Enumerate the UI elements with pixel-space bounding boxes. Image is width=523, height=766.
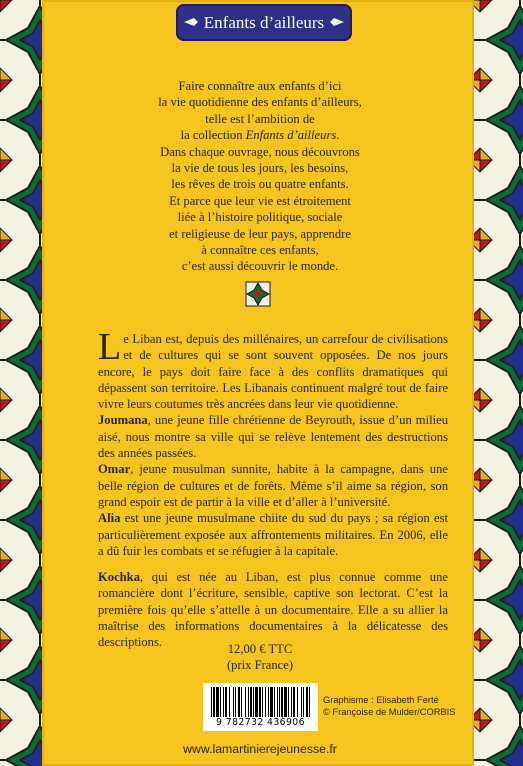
price-note: (prix France) (226, 658, 294, 672)
barcode-bar (211, 687, 212, 717)
description-paragraph (98, 326, 448, 412)
barcode-bar (233, 687, 234, 717)
barcode-bar (213, 687, 215, 717)
price-amount: 12,00 € TTC (227, 642, 293, 656)
author-name: Kochka (98, 570, 140, 585)
barcode-bar (297, 687, 298, 717)
barcode-bar (293, 687, 295, 717)
barcode-bar (250, 687, 252, 717)
paragraph-gap (98, 559, 448, 569)
intro-line-start: la collection Enfants d’ailleurs. (180, 128, 340, 143)
barcode-bar (301, 687, 302, 717)
isbn-barcode (203, 683, 318, 731)
barcode-bar (306, 687, 308, 717)
barcode-bar (303, 687, 304, 717)
barcode-bar (281, 687, 283, 717)
credit-graphisme: Graphisme : Elisabeth Ferté (323, 695, 439, 705)
barcode-bar (274, 687, 275, 717)
series-title-tab (176, 4, 352, 41)
intro-line: liée à l’histoire politique, sociale (177, 210, 343, 225)
paragraph-text: , une jeune fille chrétienne de Beyrouth, issue d’un milieu aisé, nous montre sa ville qui se relève lentement des destructions des années passées. (98, 413, 448, 461)
barcode-bar (279, 687, 280, 717)
intro-line: à connaître ces enfants, (201, 243, 319, 258)
credit-photo: © Françoise de Mulder/CORBIS (323, 707, 456, 717)
barcode-bar (268, 687, 269, 717)
description-paragraph (98, 510, 448, 559)
intro-line: c’est aussi découvrir le monde. (181, 259, 339, 274)
drop-cap: L (98, 326, 122, 368)
barcode-number: 9 782732 436906 (216, 717, 305, 728)
paragraph-text: , jeune musulman sunnite, habite à la campagne, dans une belle région de cultures et de forêts. Même s’il aime sa région, son grand espoir est de partir à la ville et d’aller à l’université. (98, 462, 448, 509)
intro-line: les rêves de trois ou quatre enfants. (171, 177, 349, 192)
barcode-bar (238, 687, 240, 717)
intro-line (70, 127, 450, 143)
collection-intro (70, 78, 450, 275)
barcode-bar (259, 687, 261, 717)
series-title: Enfants d’ailleurs (203, 13, 325, 32)
barcode-bar (229, 687, 230, 717)
author-paragraph (98, 569, 448, 650)
barcode-bar (291, 687, 292, 717)
intro-line: Dans chaque ouvrage, nous découvrons (160, 144, 360, 159)
barcode-bar (277, 687, 278, 717)
barcode-bar (235, 687, 236, 717)
zellige-ornament-icon (245, 281, 271, 307)
intro-line: et religieuse de leur pays, apprendre (169, 226, 351, 241)
intro-line: Et parce que leur vie est étroitement (169, 193, 351, 208)
barcode-bar (309, 687, 310, 717)
intro-line: la vie quotidienne des enfants d’ailleurs, (158, 95, 362, 110)
barcode-bar (265, 687, 266, 717)
intro-line: la vie de tous les jours, les besoins, (171, 161, 349, 176)
barcode-bar (216, 687, 219, 717)
price-block (200, 641, 320, 673)
barcode-bar (253, 687, 254, 717)
barcode-bar (262, 687, 263, 717)
barcode-bar (255, 687, 258, 717)
pen-nib-icon (330, 18, 344, 26)
paragraph-text: est une jeune musulmane chiite du sud du pays ; sa région est particulièrement exposée aux affrontements militaires. En 2006, elle a dû fuir les combats et se réfugier à la capitale. (98, 511, 448, 558)
barcode-bar (270, 687, 273, 717)
credits (323, 694, 473, 718)
description-paragraph (98, 412, 448, 461)
character-name: Alia (98, 511, 121, 526)
barcode-bar (241, 687, 242, 717)
barcode-bar (220, 687, 221, 717)
book-description (98, 326, 448, 651)
collection-name: Enfants d’ailleurs (245, 128, 337, 143)
character-name: Omar (98, 462, 131, 477)
barcode-bar (288, 687, 289, 717)
barcode-bar (284, 687, 287, 717)
intro-line: Faire connaître aux enfants d’ici (178, 79, 342, 93)
intro-line: telle est l’ambition de (205, 111, 315, 126)
paragraph-text: e Liban est, depuis des millénaires, un carrefour de civilisations et de cultures qui se sont souvent opposées. De nos jours encore, le pays doit faire face à des conflits dramatiques qui dépassent son territoire. Les Libanais continuent malgré tout de faire vivre leurs coutumes très ancrées dans leur vie quotidienne. (98, 332, 448, 412)
description-paragraph (98, 461, 448, 510)
barcode-bar (248, 687, 249, 717)
barcode-bar (223, 687, 224, 717)
barcode-bar (225, 687, 227, 717)
publisher-website: www.lamartinierejeunesse.fr (183, 742, 337, 756)
barcode-bar (245, 687, 246, 717)
character-name: Joumana (98, 413, 148, 428)
paragraph-text: , qui est née au Liban, est plus connue comme une romancière dont l’écriture, sensible, captive son lectorat. C’est la première fois qu’elle s’attelle à un documentaire. Elle a su allier la maîtrise des informations documentaires à la délicatesse des descriptions. (98, 570, 448, 650)
barcode-bars (211, 687, 310, 717)
pen-nib-icon (184, 18, 198, 26)
